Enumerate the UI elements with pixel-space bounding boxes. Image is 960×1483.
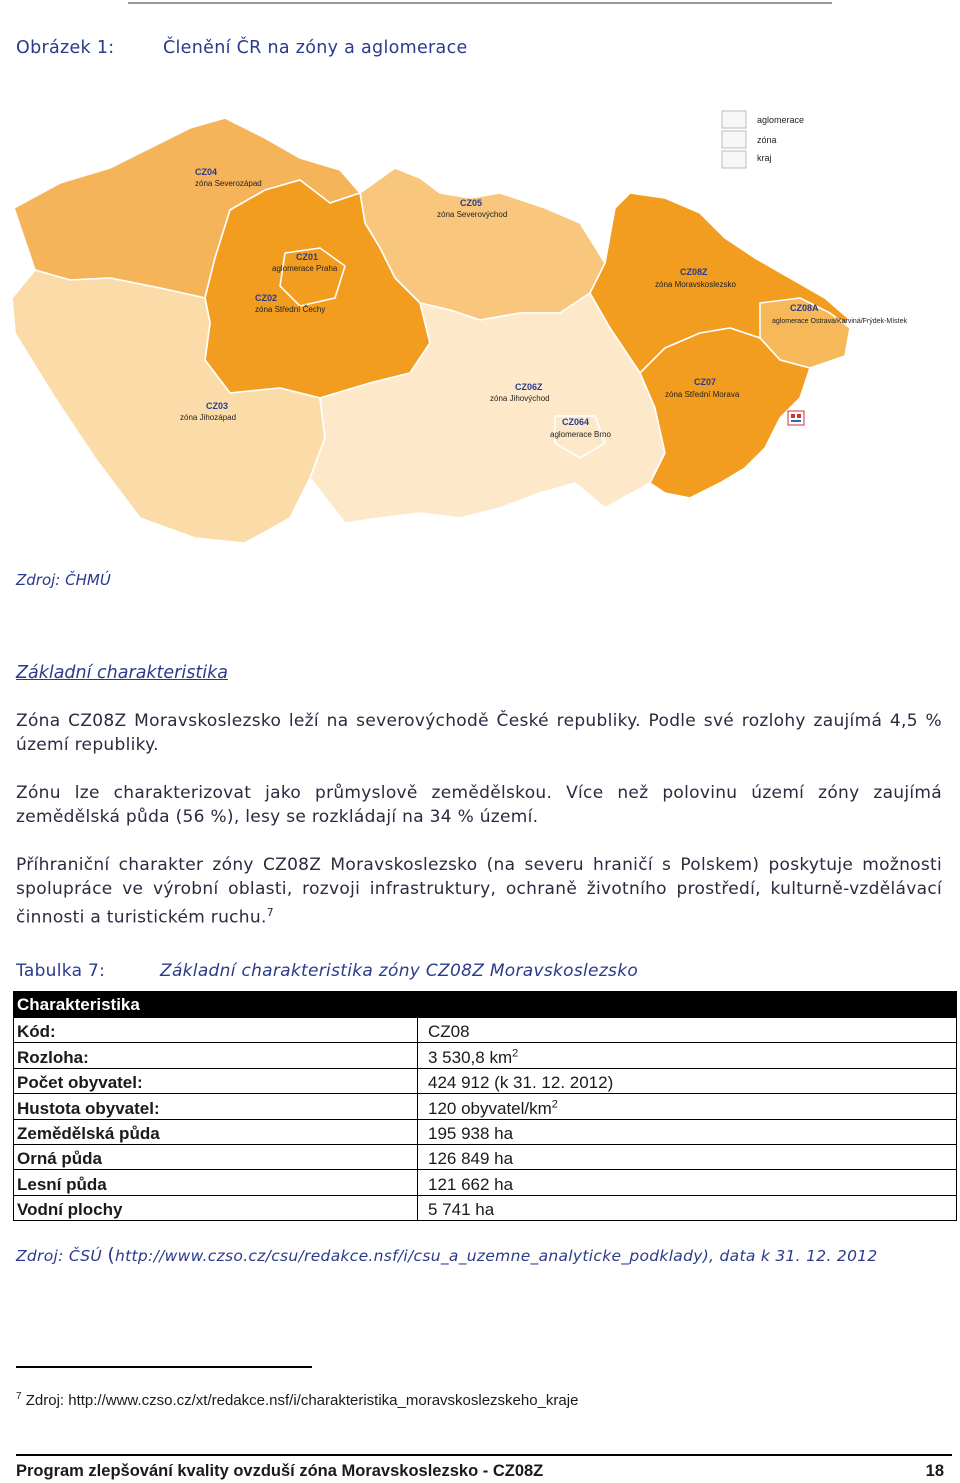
- table-row: [14, 1068, 957, 1093]
- table-row: [14, 1018, 957, 1043]
- page-number: 18: [925, 1462, 944, 1480]
- map-label-cz05-code: CZ05: [460, 198, 483, 208]
- row-value: 5 741 ha: [418, 1195, 957, 1220]
- footnote: [16, 1392, 578, 1409]
- map-label-cz08a-name: aglomerace Ostrava/Karviná/Frýdek-Místek: [772, 318, 907, 325]
- table-row: [14, 1144, 957, 1169]
- legend-aglomerace: aglomerace: [757, 115, 805, 125]
- map-label-cz06-name: zóna Jihovýchod: [490, 394, 550, 403]
- section-heading: Základní charakteristika: [16, 663, 228, 683]
- table-label: Tabulka 7:: [16, 961, 106, 981]
- footer-title: Program zlepšování kvality ovzduší zóna Moravskoslezsko - CZ08Z: [16, 1462, 544, 1480]
- legend-zona: zóna: [757, 135, 777, 145]
- map-label-cz064-name: aglomerace Brno: [550, 430, 611, 439]
- map-label-cz07-name: zóna Střední Morava: [665, 390, 740, 399]
- row-value: 120 obyvatel/$km^2$: [418, 1094, 957, 1119]
- map-label-cz01-code: CZ01: [296, 252, 319, 262]
- table-source-url[interactable]: http://www.czso.cz/csu/redakce.nsf/i/csu_a_uzemne_analyticke_podklady), data k 31. 12. 2012: [115, 1247, 878, 1265]
- map-label-cz05-name: zóna Severovýchod: [437, 210, 508, 219]
- legend-kraj: kraj: [757, 153, 772, 163]
- table-source-prefix: Zdroj: ČSÚ: [16, 1247, 103, 1265]
- row-key: Kód:: [14, 1018, 418, 1043]
- footnote-separator: [16, 1366, 312, 1368]
- map-label-cz08a-code: CZ08A: [790, 303, 819, 313]
- table-source: [16, 1244, 878, 1266]
- table-source-paren: (: [107, 1244, 116, 1266]
- table-row: [14, 1043, 957, 1068]
- table-row: [14, 1170, 957, 1195]
- characteristics-table: [13, 991, 957, 1221]
- row-key: Vodní plochy: [14, 1195, 418, 1220]
- map-label-cz02-code: CZ02: [255, 293, 278, 303]
- figure-label: Obrázek 1:: [16, 38, 115, 58]
- map-label-cz03-name: zóna Jihozápad: [180, 413, 237, 422]
- row-key: Počet obyvatel:: [14, 1068, 418, 1093]
- table-header-row: [14, 992, 957, 1018]
- paragraph-3-text: Příhraniční charakter zóny CZ08Z Moravskoslezsko (na severu hraničí s Polskem) poskytuje možnosti spolupráce ve výrobní oblasti, rozvoji infrastruktury, ochraně životního prostředí, kulturně-vzdělávací činnosti a turistickém ruchu.: [16, 855, 942, 928]
- table-title: Základní charakteristika zóny CZ08Z Moravskoslezsko: [160, 961, 639, 981]
- footnote-text[interactable]: Zdroj: http://www.czso.cz/xt/redakce.nsf/i/charakteristika_moravskoslezskeho_kraje: [25, 1392, 579, 1409]
- map-label-cz06-code: CZ06Z: [515, 382, 543, 392]
- row-key: Orná půda: [14, 1144, 418, 1169]
- map-label-cz01-name: aglomerace Praha: [272, 264, 338, 273]
- table-header-cell: Charakteristika: [14, 992, 418, 1018]
- table-row: [14, 1094, 957, 1119]
- map-label-cz064-code: CZ064: [562, 417, 590, 427]
- chmu-logo-icon: [788, 411, 804, 425]
- row-value: 424 912 (k 31. 12. 2012): [418, 1068, 957, 1093]
- paragraph-3: [16, 853, 942, 930]
- table-row: [14, 1119, 957, 1144]
- row-value: 195 938 ha: [418, 1119, 957, 1144]
- table-caption: [16, 961, 638, 981]
- map-label-cz08z-name: zóna Moravskoslezsko: [655, 280, 736, 289]
- figure-source: Zdroj: ČHMÚ: [16, 571, 111, 589]
- footnote-ref[interactable]: 7: [266, 906, 274, 919]
- row-value: CZ08: [418, 1018, 957, 1043]
- page-footer: [16, 1462, 952, 1481]
- row-value: 121 662 ha: [418, 1170, 957, 1195]
- top-rule: [128, 2, 832, 4]
- row-value: 3 530,8 $km^2$: [418, 1043, 957, 1068]
- map-label-cz04-code: CZ04: [195, 167, 218, 177]
- footnote-number: 7: [16, 1391, 22, 1402]
- table-header-empty: [418, 992, 957, 1018]
- map-label-cz08z-code: CZ08Z: [680, 267, 708, 277]
- map-label-cz04-name: zóna Severozápad: [195, 179, 262, 188]
- paragraph-1: Zóna CZ08Z Moravskoslezsko leží na severovýchodě České republiky. Podle své rozlohy zaujímá 4,5 % území republiky.: [16, 711, 942, 755]
- map-label-cz02-name: zóna Střední Čechy: [255, 305, 326, 314]
- row-key: Zemědělská půda: [14, 1119, 418, 1144]
- row-key: Lesní půda: [14, 1170, 418, 1195]
- row-key: Rozloha:: [14, 1043, 418, 1068]
- footer-rule: [16, 1454, 952, 1456]
- zone-map: [0, 98, 960, 558]
- map-label-cz07-code: CZ07: [694, 377, 717, 387]
- map-label-cz03-code: CZ03: [206, 401, 229, 411]
- row-value: 126 849 ha: [418, 1144, 957, 1169]
- table-row: [14, 1195, 957, 1220]
- paragraph-2: Zónu lze charakterizovat jako průmyslově zemědělskou. Více než polovinu území zóny zaujímá zemědělská půda (56 %), lesy se rozkládají na 34 % území.: [16, 783, 942, 827]
- figure-title: Členění ČR na zóny a aglomerace: [163, 38, 468, 58]
- figure-caption: [16, 38, 468, 58]
- map-legend: [722, 111, 804, 168]
- row-key: Hustota obyvatel:: [14, 1094, 418, 1119]
